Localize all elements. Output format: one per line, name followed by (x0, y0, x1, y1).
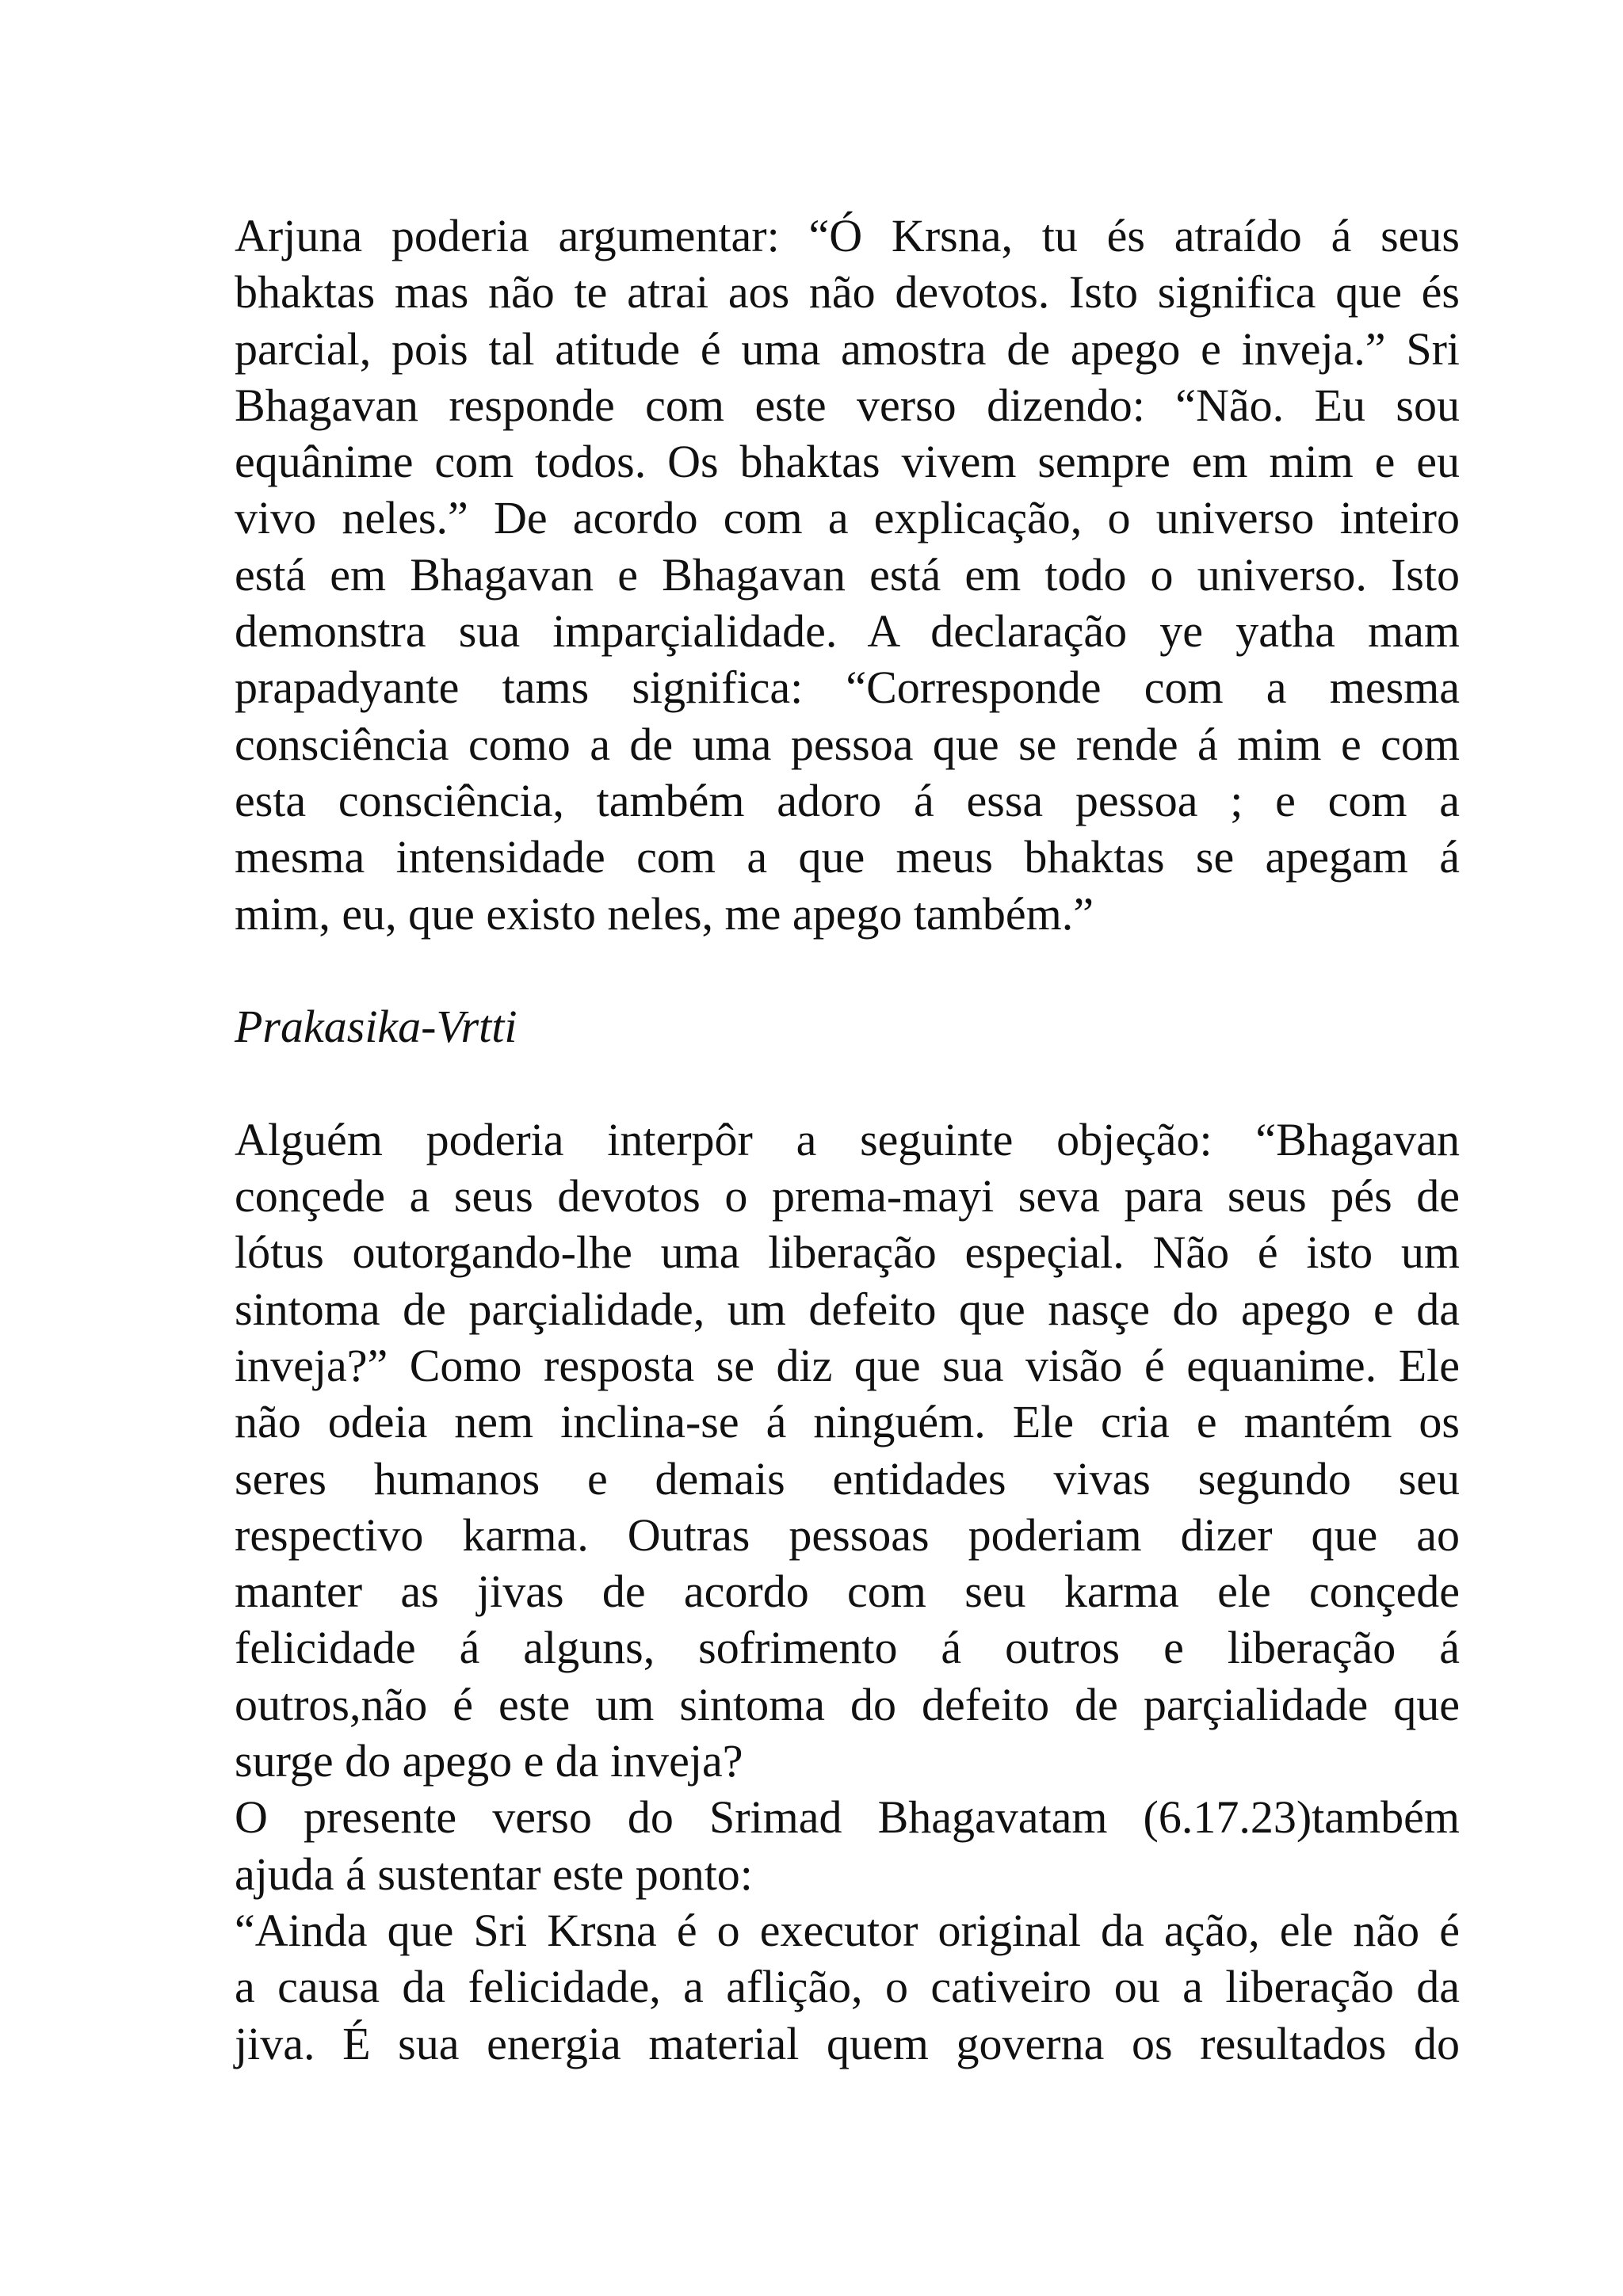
text-line: a causa da felicidade, a aflição, o cativeiro ou a liberação da (235, 1961, 1460, 2013)
text-line: Bhagavan responde com este verso dizendo: “Não. Eu sou (235, 379, 1460, 431)
text-line: mesma intensidade com a que meus bhaktas se apegam á (235, 831, 1460, 883)
text-line: está em Bhagavan e Bhagavan está em todo o universo. Isto (235, 548, 1460, 601)
text-line: lótus outorgando-lhe uma liberação espeçial. Não é isto um (235, 1226, 1460, 1279)
text-line: felicidade á alguns, sofrimento á outros e liberação á (235, 1622, 1460, 1674)
text-line: seres humanos e demais entidades vivas segundo seu (235, 1452, 1460, 1505)
text-line: “Ainda que Sri Krsna é o executor original da ação, ele não é (235, 1904, 1460, 1956)
text-line: jiva. É sua energia material quem governa os resultados do (235, 2017, 1460, 2069)
text-line: inveja?” Como resposta se diz que sua visão é equanime. Ele (235, 1339, 1460, 1391)
text-line: manter as jivas de acordo com seu karma ele conçede (235, 1566, 1460, 1618)
text-line: O presente verso do Srimad Bhagavatam (6.17.23)também (235, 1791, 1460, 1844)
text-line: vivo neles.” De acordo com a explicação, o universo inteiro (235, 492, 1460, 544)
text-line: não odeia nem inclina-se á ninguém. Ele cria e mantém os (235, 1396, 1460, 1448)
text-line: parcial, pois tal atitude é uma amostra de apego e inveja.” Sri (235, 322, 1460, 375)
text-line: mim, eu, que existo neles, me apego também.” (235, 887, 1094, 940)
paragraph-spacer (235, 1055, 1460, 1111)
text-line: esta consciência, também adoro á essa pessoa ; e com a (235, 774, 1460, 826)
text-line: Arjuna poderia argumentar: “Ó Krsna, tu és atraído á seus (235, 210, 1460, 261)
paragraph-quotation (235, 1902, 1460, 2072)
text-line: respectivo karma. Outras pessoas poderiam dizer que ao (235, 1508, 1460, 1561)
paragraph-bhagavatam-reference (235, 1789, 1460, 1902)
text-line: sintoma de parçialidade, um defeito que nasçe do apego e da (235, 1283, 1460, 1335)
text-line: demonstra sua imparçialidade. A declaração ye yatha mam (235, 605, 1460, 658)
text-line: ajuda á sustentar este ponto: (235, 1848, 753, 1900)
text-line: consciência como a de uma pessoa que se rende á mim e com (235, 718, 1460, 770)
paragraph-arjuna-argument (235, 208, 1460, 942)
text-line: conçede a seus devotos o prema-mayi seva para seus pés de (235, 1170, 1460, 1222)
text-line: bhaktas mas não te atrai aos não devotos. Isto significa que és (235, 266, 1460, 318)
text-line: Alguém poderia interpôr a seguinte objeção: “Bhagavan (235, 1113, 1460, 1165)
text-line: equânime com todos. Os bhaktas vivem sempre em mim e eu (235, 436, 1460, 488)
paragraph-spacer (235, 942, 1460, 998)
text-line: prapadyante tams significa: “Corresponde com a mesma (235, 662, 1460, 714)
section-heading: Prakasika-Vrtti (235, 1001, 517, 1053)
paragraph-objection (235, 1112, 1460, 1790)
text-line: outros,não é este um sintoma do defeito de parçialidade que (235, 1678, 1460, 1730)
document-page (235, 208, 1460, 2072)
text-line: surge do apego e da inveja? (235, 1735, 743, 1787)
